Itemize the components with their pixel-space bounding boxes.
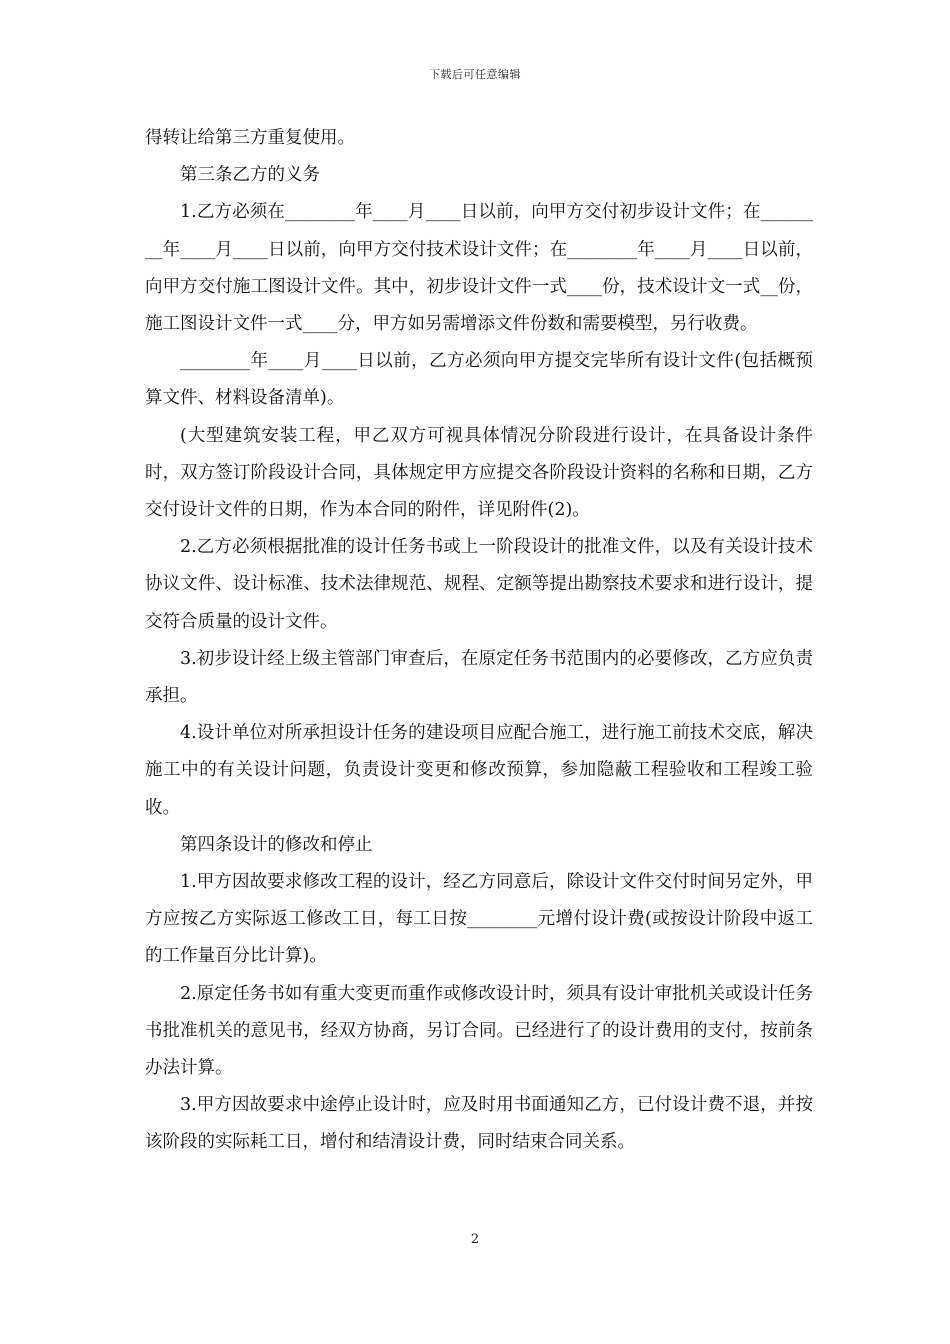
page-number: 2 (470, 1232, 480, 1247)
section-heading-article-3: 第三条乙方的义务 (180, 165, 320, 186)
paragraph-large-projects: (大型建筑安装工程，甲乙双方可视具体情况分阶段进行设计，在具备设计条件时，双方签订阶段设计合同，具体规定甲方应提交各阶段设计资料的名称和日期，乙方交付设计文件的日期，作为本合同的附件，详见附件(2)。 (145, 425, 813, 521)
paragraph-clause-2: 2.乙方必须根据批准的设计任务书或上一阶段设计的批准文件，以及有关设计技术协议文件、设计标准、技术法律规范、规程、定额等提出勘察技术要求和进行设计，提交符合质量的设计文件。 (145, 537, 813, 632)
paragraph-clause-3: 3.初步设计经上级主管部门审查后，在原定任务书范围内的必要修改，乙方应负责承担。 (145, 648, 813, 707)
paragraph-modification-1: 1.甲方因故要求修改工程的设计，经乙方同意后，除设计文件交付时间另定外，甲方应按乙方实际返工修改工日，每工日按________元增付设计费(或按设计阶段中返工的工作量百分比计算)。 (145, 872, 813, 967)
paragraph-deadline: ________年____月____日以前，乙方必须向甲方提交完毕所有设计文件(包括概预算文件、材料设备清单)。 (145, 351, 813, 409)
paragraph-clause-4: 4.设计单位对所承担设计任务的建设项目应配合施工，进行施工前技术交底，解决施工中的有关设计问题，负责设计变更和修改预算，参加隐蔽工程验收和工程竣工验收。 (145, 723, 813, 818)
paragraph-clause-1: 1.乙方必须在________年____月____日以前，向甲方交付初步设计文件；在________年____月____日以前，向甲方交付技术设计文件；在________年____月____日以前，向甲方交付施工图设计文件。其中，初步设计文件一式____份，技术设计文一式__份，施工图设计文件一式____分，甲方如另需增添文件份数和需要模型，另行收费。 (145, 202, 813, 335)
document-body (145, 120, 813, 1162)
paragraph-continuation: 得转让给第三方重复使用。 (145, 128, 355, 148)
paragraph-modification-3: 3.甲方因故要求中途停止设计时，应及时用书面通知乙方，已付设计费不退，并按该阶段的实际耗工日，增付和结清设计费，同时结束合同关系。 (145, 1095, 813, 1153)
paragraph-modification-2: 2.原定任务书如有重大变更而重作或修改设计时，须具有设计审批机关或设计任务书批准机关的意见书，经双方协商，另订合同。已经进行了的设计费用的支付，按前条办法计算。 (145, 983, 813, 1079)
section-heading-article-4: 第四条设计的修改和停止 (180, 834, 373, 855)
page-header: 下载后可任意编辑 (429, 68, 521, 81)
